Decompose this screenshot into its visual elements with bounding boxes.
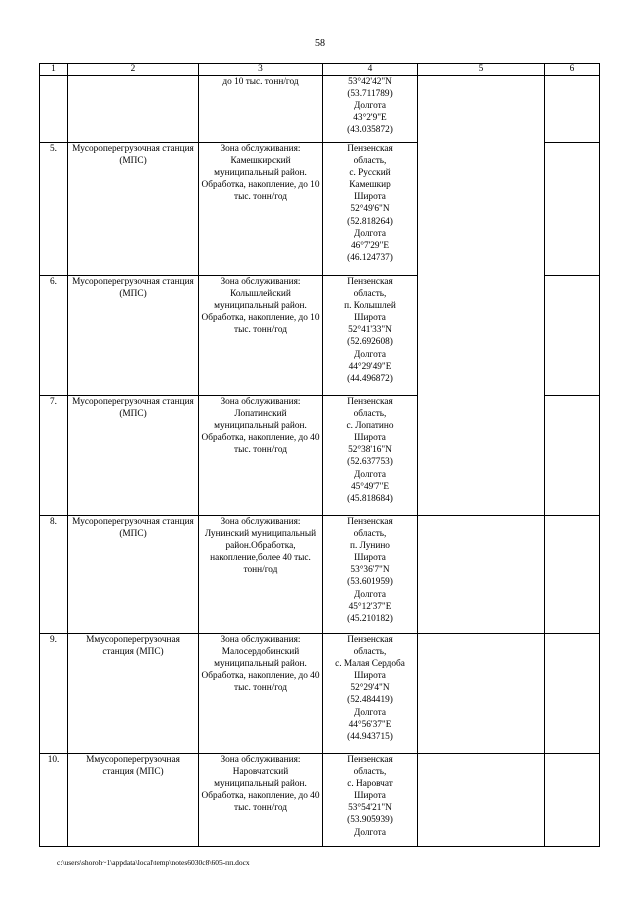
location-line: Долгота [354,228,386,239]
location-line: 45°12'37"E [348,601,392,612]
column-5-cell [418,754,545,847]
location-cell [323,143,418,276]
facilities-table [39,63,600,847]
location-line: Широта [354,433,386,444]
location-line: 43°2'9"E [353,113,387,124]
row-number-cell: 8. [40,516,68,634]
table-row [40,143,600,276]
location-line: (53.905939) [347,815,393,826]
location-line: область, [353,289,387,300]
column-number-row [40,64,600,76]
column-6-cell [545,634,600,754]
facility-name-cell: Мусороперегрузочная станция (МПС) [68,516,199,634]
location-line: Пензенская [347,144,393,154]
table-row [40,754,600,847]
location-line: область, [353,156,387,167]
location-line: п. Лунино [350,541,390,552]
location-line: область, [353,647,387,658]
location-line: (52.484419) [347,695,393,706]
location-line: (53.711789) [347,89,393,100]
table-row [40,634,600,754]
row-number-cell: 5. [40,143,68,276]
table-row [40,396,600,516]
service-zone-cell: Зона обслуживания: Лопатинский муниципальный район. Обработка, накопление, до 40 тыс. тонн/год [199,396,323,516]
location-line: (45.210182) [347,613,393,624]
location-line: с. Малая Сердоба [335,659,405,670]
location-line: 52°49'6"N [350,204,390,215]
facility-name-cell: Мусороперегрузочная станция (МПС) [68,396,199,516]
table-body [40,64,600,847]
location-line: 53°36'7"N [350,565,390,576]
location-line: (52.818264) [347,216,393,227]
location-line: 45°49'7"E [350,481,390,492]
location-line: (53.601959) [347,577,393,588]
location-line: 53°54'21"N [348,803,392,814]
facility-name-cell: Мусороперегрузочная станция (МПС) [68,143,199,276]
location-line: Долгота [354,827,386,838]
location-line: Долгота [354,349,386,360]
column-6-cell [545,516,600,634]
location-line: Пензенская [347,517,393,527]
location-line: (52.692608) [347,337,393,348]
location-line: Пензенская [347,755,393,765]
service-zone-cell: Зона обслуживания: Наровчатский муниципальный район. Обработка, накопление, до 40 тыс. тонн/год [199,754,323,847]
table-row-continued [40,76,600,143]
column-5-cell [418,396,545,516]
location-cell [323,396,418,516]
column-6-cell [545,276,600,396]
location-line: Широта [354,671,386,682]
column-number: 1 [40,64,68,76]
location-line: Долгота [354,707,386,718]
column-number: 3 [199,64,323,76]
column-5-cell [418,634,545,754]
location-line: Камешкир [349,180,391,191]
location-cell [323,754,418,847]
location-line: Пензенская [347,397,393,407]
facility-name-cell: Ммусороперегрузочная станция (МПС) [68,754,199,847]
location-line: 53°42'42"N [348,77,392,87]
location-line: Широта [354,791,386,802]
facility-name-cell: Ммусороперегрузочная станция (МПС) [68,634,199,754]
service-zone-cell: Зона обслуживания: Лунинский муниципальный район.Обработка, накопление,более 40 тыс. тонн/год [199,516,323,634]
service-zone-cell: до 10 тыс. тонн/год [199,76,323,143]
facility-name-cell: Мусороперегрузочная станция (МПС) [68,276,199,396]
location-line: 52°38'16"N [348,445,392,456]
facility-name-cell [68,76,199,143]
location-line: (44.496872) [347,373,393,384]
service-zone-cell: Зона обслуживания: Малосердобинский муниципальный район. Обработка, накопление, до 40 тыс. тонн/год [199,634,323,754]
location-cell [323,276,418,396]
location-cell [323,76,418,143]
column-6-cell [545,143,600,276]
column-6-cell [545,396,600,516]
location-line: Широта [354,553,386,564]
service-zone-cell: Зона обслуживания: Колышлейский муниципальный район. Обработка, накопление, до 10 тыс. тонн/год [199,276,323,396]
column-5-cell [418,76,545,143]
location-line: область, [353,409,387,420]
location-line: (45.818684) [347,493,393,504]
column-number: 2 [68,64,199,76]
location-cell [323,516,418,634]
location-line: Широта [354,313,386,324]
location-line: с. Русский [349,168,391,179]
column-5-cell [418,143,545,276]
location-line: 52°41'33"N [348,325,392,336]
file-path-footer: c:\users\shoroh~1\appdata\local\temp\notes6030c8\605-пп.docx [57,858,250,867]
location-line: Долгота [354,101,386,112]
column-5-cell [418,276,545,396]
row-number-cell [40,76,68,143]
column-6-cell [545,76,600,143]
row-number-cell: 6. [40,276,68,396]
location-line: (43.035872) [347,125,393,136]
column-number: 6 [545,64,600,76]
column-6-cell [545,754,600,847]
location-line: (44.943715) [347,731,393,742]
table-row [40,516,600,634]
location-line: область, [353,767,387,778]
location-line: (46.124737) [347,252,393,263]
location-line: с. Лопатино [346,421,394,432]
location-line: 44°29'49"E [348,361,392,372]
column-number: 4 [323,64,418,76]
location-line: 52°29'4"N [350,683,390,694]
location-line: область, [353,529,387,540]
location-line: Широта [354,192,386,203]
location-line: с. Наровчат [347,779,393,790]
row-number-cell: 9. [40,634,68,754]
column-number: 5 [418,64,545,76]
location-cell [323,634,418,754]
row-number-cell: 7. [40,396,68,516]
location-line: Пензенская [347,277,393,287]
page-number: 58 [315,38,325,49]
table-row [40,276,600,396]
location-line: Долгота [354,469,386,480]
location-line: 46°7'29"E [350,240,390,251]
row-number-cell: 10. [40,754,68,847]
location-line: Долгота [354,589,386,600]
location-line: Пензенская [347,635,393,645]
location-line: 44°56'37"E [348,719,392,730]
column-5-cell [418,516,545,634]
location-line: п. Колышлей [344,301,396,312]
location-line: (52.637753) [347,457,393,468]
service-zone-cell: Зона обслуживания: Камешкирский муниципальный район. Обработка, накопление, до 10 тыс. тонн/год [199,143,323,276]
